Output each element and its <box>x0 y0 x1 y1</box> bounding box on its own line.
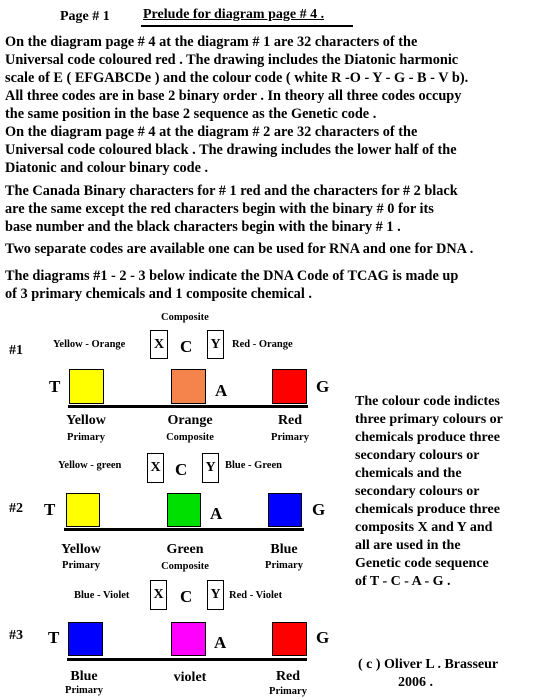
diagram-number: #1 <box>9 343 23 358</box>
text-line: the same position in the base 2 sequence as the Genetic code . <box>5 106 377 122</box>
text-line: of 3 primary chemicals and 1 composite chemical . <box>5 286 312 302</box>
color-swatch <box>171 622 206 656</box>
text-line: three primary colours or <box>355 412 503 427</box>
text-line: On the diagram page # 4 at the diagram # 2 are 32 characters of the <box>5 124 418 140</box>
copyright-line: ( c ) Oliver L . Brasseur <box>358 657 499 672</box>
color-name: Yellow <box>66 413 106 428</box>
chemical-type: Primary <box>65 685 103 696</box>
color-name: Blue <box>270 542 298 557</box>
left-composite-label: Blue - Violet <box>74 590 130 601</box>
chemical-type: Primary <box>67 432 105 443</box>
color-name: Red <box>277 413 303 428</box>
t-letter: T <box>44 500 56 519</box>
title-underline <box>141 25 353 27</box>
color-swatch <box>171 369 206 404</box>
composite-label: Composite <box>161 312 209 323</box>
g-letter: G <box>316 628 330 647</box>
text-line: chemicals produce three <box>355 502 500 517</box>
chemical-type: Primary <box>269 686 307 697</box>
color-name: Blue <box>70 669 98 684</box>
a-letter: A <box>214 633 227 652</box>
text-line: Universal code coloured red . The drawing includes the Diatonic harmonic <box>5 52 459 68</box>
text-line: chemicals and the <box>355 466 462 481</box>
color-name: violet <box>173 670 207 685</box>
chemical-type: Primary <box>271 432 309 443</box>
text-line: of T - C - A - G . <box>355 574 451 589</box>
diagram-number: #3 <box>9 628 23 643</box>
y-box: Y <box>207 580 224 610</box>
text-line: secondary colours or <box>355 448 480 463</box>
c-letter: C <box>175 460 188 479</box>
c-letter: C <box>180 587 193 606</box>
left-composite-label: Yellow - green <box>58 460 122 471</box>
colour-code-explanation <box>355 393 503 591</box>
text-line: The colour code indictes <box>355 394 500 409</box>
right-composite-label: Red - Violet <box>229 590 283 601</box>
a-letter: A <box>215 381 228 400</box>
copyright-year: 2006 . <box>398 675 433 690</box>
color-name: Orange <box>167 413 213 428</box>
paragraph-2 <box>5 182 458 236</box>
right-composite-label: Red - Orange <box>232 339 293 350</box>
text-line: scale of E ( EFGABCDe ) and the colour code ( white R -O - Y - G - B - V b). <box>5 70 469 86</box>
chemical-type: Composite <box>166 432 214 443</box>
baseline <box>68 405 308 408</box>
x-box: X <box>147 453 164 483</box>
color-name: Yellow <box>61 542 101 557</box>
chemical-type: Composite <box>161 561 209 572</box>
baseline <box>64 528 304 531</box>
text-line: are the same except the red characters begin with the binary # 0 for its <box>5 201 434 217</box>
text-line: On the diagram page # 4 at the diagram # 1 are 32 characters of the <box>5 34 418 50</box>
text-line: Two separate codes are available one can be used for RNA and one for DNA . <box>5 241 474 257</box>
y-box: Y <box>202 453 219 483</box>
paragraph-4 <box>5 267 458 303</box>
color-name: Red <box>275 669 301 684</box>
left-composite-label: Yellow - Orange <box>53 339 126 350</box>
chemical-type: Primary <box>62 560 100 571</box>
baseline <box>67 658 307 661</box>
y-box: Y <box>207 330 224 359</box>
text-line: secondary colours or <box>355 484 480 499</box>
text-line: All three codes are in base 2 binary order . In theory all three codes occupy <box>5 88 462 104</box>
color-name: Green <box>166 542 204 557</box>
t-letter: T <box>48 628 60 647</box>
text-line: chemicals produce three <box>355 430 500 445</box>
text-line: composits X and Y and <box>355 520 493 535</box>
t-letter: T <box>49 377 61 396</box>
text-line: base number and the black characters begin with the binary # 1 . <box>5 219 401 235</box>
text-line: The diagrams #1 - 2 - 3 below indicate the DNA Code of TCAG is made up <box>5 268 459 284</box>
text-line: all are used in the <box>355 538 461 553</box>
x-box: X <box>150 330 168 359</box>
diagram-number: #2 <box>9 501 23 516</box>
paragraph-1 <box>5 33 468 177</box>
page-label: Page # 1 <box>60 9 110 24</box>
right-composite-label: Blue - Green <box>225 460 282 471</box>
text-line: Universal code coloured black . The drawing includes the lower half of the <box>5 142 457 158</box>
paragraph-3 <box>5 240 473 258</box>
g-letter: G <box>316 377 330 396</box>
x-box: X <box>150 580 167 610</box>
text-line: Diatonic and colour binary code . <box>5 160 209 176</box>
color-swatch <box>69 369 104 404</box>
color-swatch <box>66 493 100 527</box>
a-letter: A <box>210 504 223 523</box>
color-swatch <box>272 369 307 404</box>
g-letter: G <box>312 500 326 519</box>
c-letter: C <box>180 337 193 356</box>
color-swatch <box>68 622 103 656</box>
page-title: Prelude for diagram page # 4 . <box>143 7 325 22</box>
color-swatch <box>272 622 307 656</box>
chemical-type: Primary <box>265 560 303 571</box>
text-line: Genetic code sequence <box>355 556 489 571</box>
color-swatch <box>167 493 201 527</box>
color-swatch <box>268 493 302 527</box>
text-line: The Canada Binary characters for # 1 red and the characters for # 2 black <box>5 183 458 199</box>
